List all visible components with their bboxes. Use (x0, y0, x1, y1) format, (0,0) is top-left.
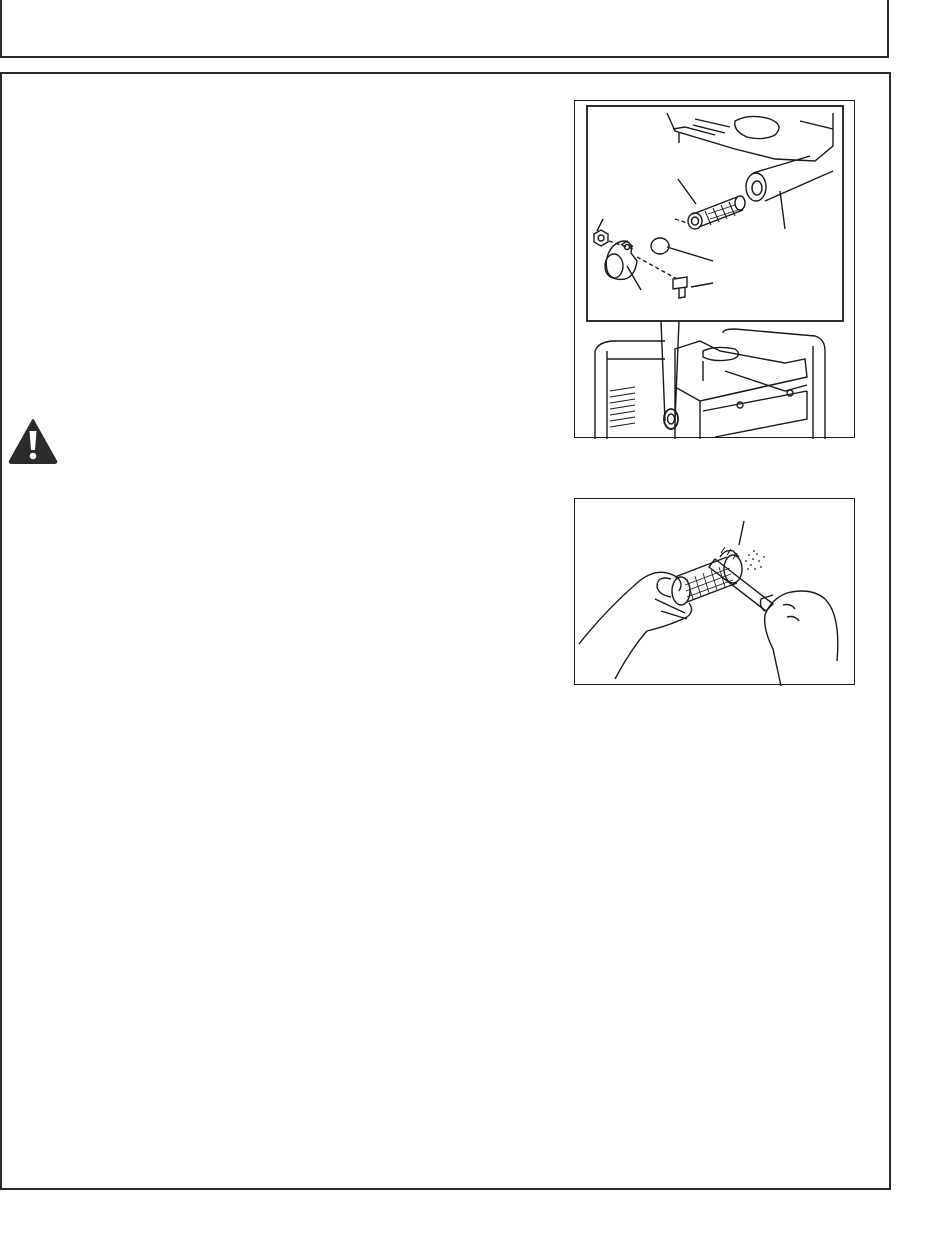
page-header-band (0, 0, 889, 58)
spark-arrester-cleaning-illustration (575, 499, 856, 686)
spark-arrester-exploded-figure (574, 100, 855, 438)
spark-arrester-exploded-illustration (575, 101, 856, 439)
warning-triangle-icon (8, 418, 58, 464)
spark-arrester-cleaning-figure (574, 498, 855, 685)
